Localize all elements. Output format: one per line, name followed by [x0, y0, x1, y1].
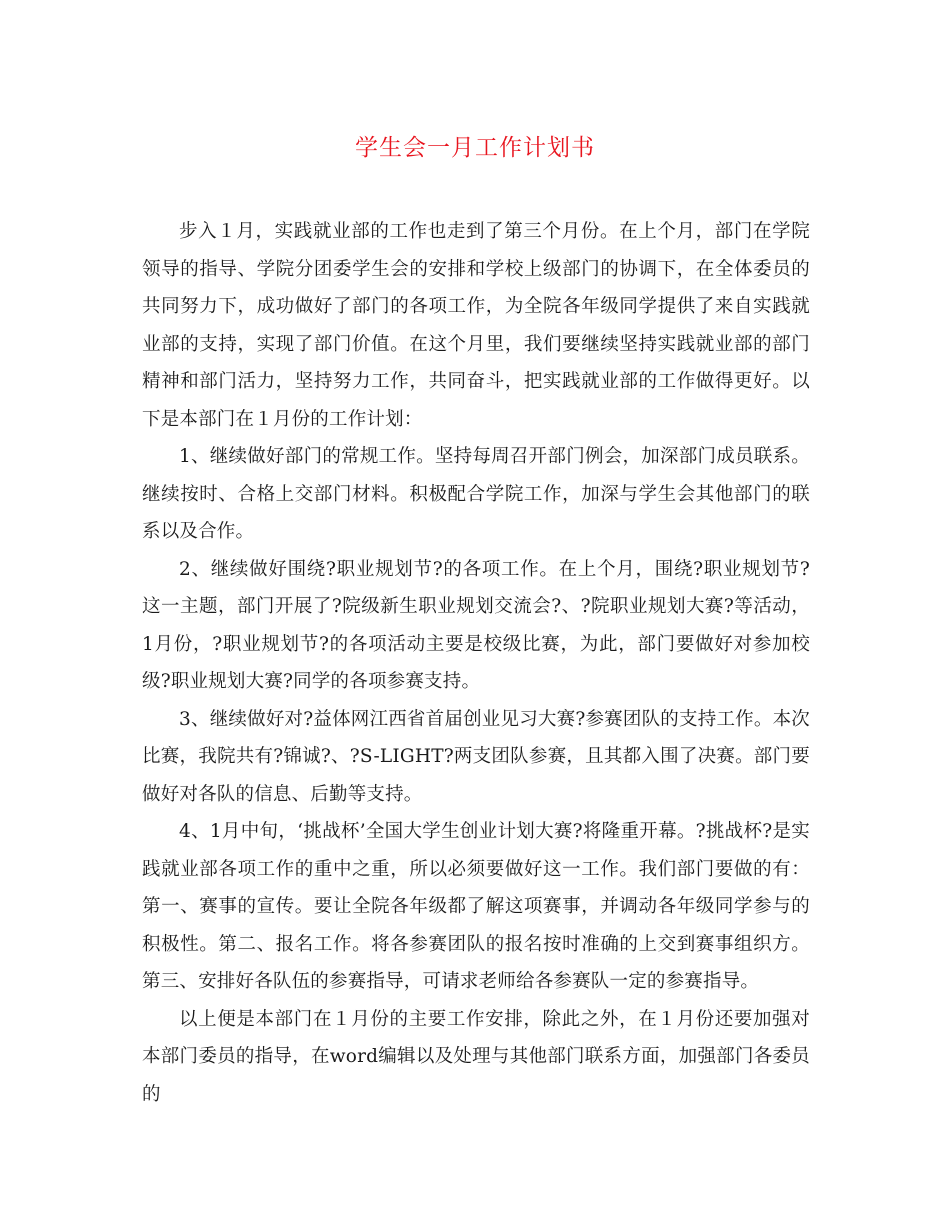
intro-paragraph: 步入１月，实践就业部的工作也走到了第三个月份。在上个月，部门在学院领导的指导、学院分团委学生会的安排和学校上级部门的协调下，在全体委员的共同努力下，成功做好了部门的各项工作，为全院各年级同学提供了来自实践就业部的支持，实现了部门价值。在这个月里，我们要继续坚持实践就业部的部门精神和部门活力，坚持努力工作，共同奋斗，把实践就业部的工作做得更好。以下是本部门在１月份的工作计划： — [142, 221, 810, 430]
item-3-paragraph: 3、继续做好对?益体网江西省首届创业见习大赛?参赛团队的支持工作。本次比赛，我院共有?锦诚?、?S-LIGHT?两支团队参赛，且其都入围了决赛。部门要做好对各队的信息、后勤等支持。 — [142, 708, 810, 805]
document-title: 学生会一月工作计划书 — [355, 135, 595, 161]
item-1-paragraph: 1、继续做好部门的常规工作。坚持每周召开部门例会，加深部门成员联系。继续按时、合格上交部门材料。积极配合学院工作，加深与学生会其他部门的联系以及合作。 — [142, 446, 810, 542]
closing-paragraph: 以上便是本部门在１月份的主要工作安排，除此之外，在１月份还要加强对本部门委员的指导，在word编辑以及处理与其他部门联系方面，加强部门各委员的 — [142, 1008, 810, 1105]
item-4-paragraph: 4、1月中旬，‘挑战杯’全国大学生创业计划大赛?将隆重开幕。?挑战杯?是实践就业部各项工作的重中之重，所以必须要做好这一工作。我们部门要做的有：第一、赛事的宣传。要让全院各年级都了解这项赛事，并调动各年级同学参与的积极性。第二、报名工作。将各参赛团队的报名按时准确的上交到赛事组织方。第三、安排好各队伍的参赛指导，可请求老师给各参赛队一定的参赛指导。 — [142, 821, 810, 992]
document-body — [142, 213, 810, 1113]
item-2-paragraph: 2、继续做好围绕?职业规划节?的各项工作。在上个月，围绕?职业规划节?这一主题，部门开展了?院级新生职业规划交流会?、?院职业规划大赛?等活动，1月份，?职业规划节?的各项活动主要是校级比赛，为此，部门要做好对参加校级?职业规划大赛?同学的各项参赛支持。 — [142, 558, 810, 692]
